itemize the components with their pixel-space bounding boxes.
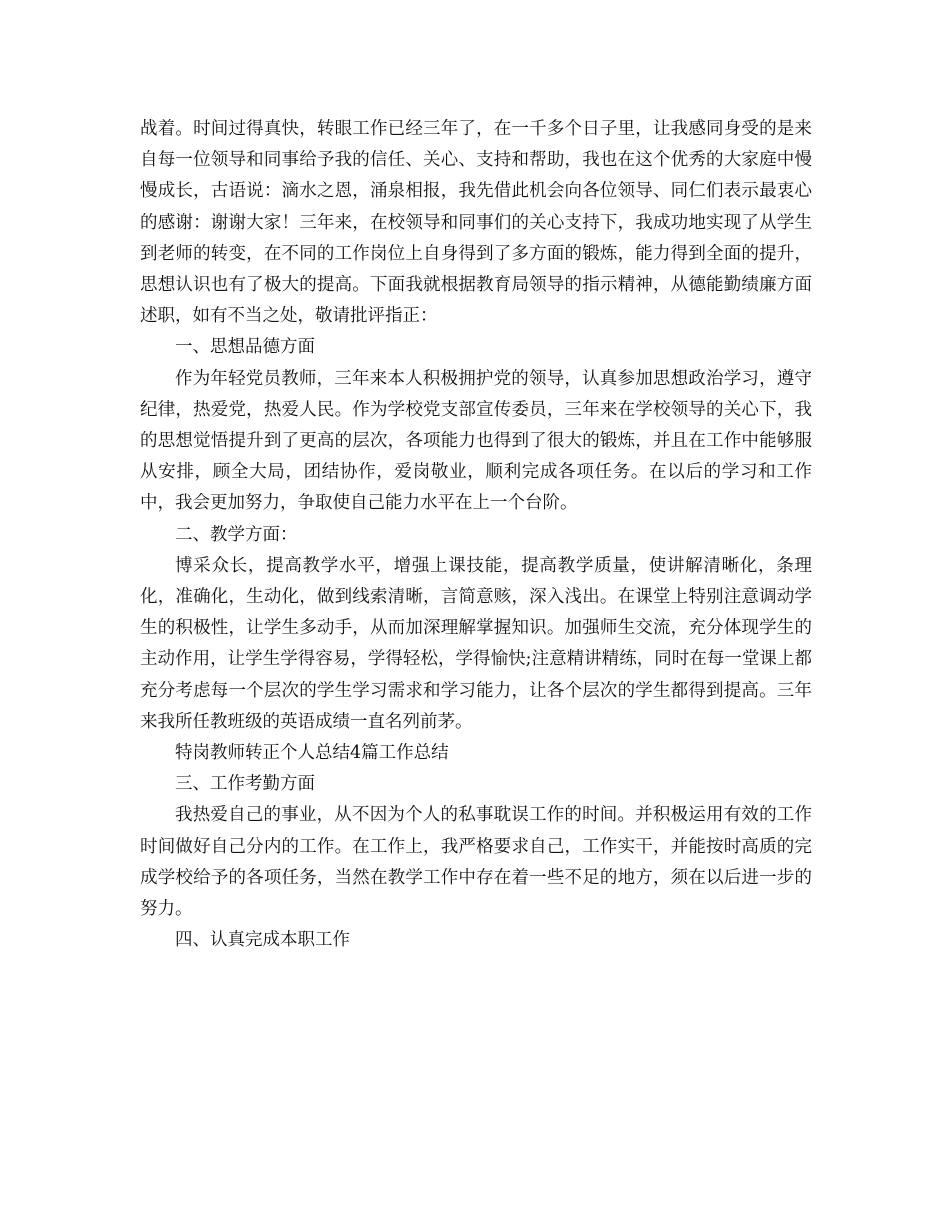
- section-heading-duties: 四、认真完成本职工作: [175, 930, 350, 951]
- body-paragraph-attendance: 我热爱自己的事业，从不因为个人的私事耽误工作的时间。并积极运用有效的工作时间做好自己分内的工作。在工作上，我严格要求自己，工作实干，并能按时高质的完成学校给予的各项任务，当然在教学工作中存在着一些不足的地方，须在以后进一步的努力。: [140, 805, 812, 920]
- section-heading-ideology: 一、思想品德方面: [175, 337, 315, 358]
- body-paragraph-intro: 战着。时间过得真快，转眼工作已经三年了，在一千多个日子里，让我感同身受的是来自每一位领导和同事给予我的信任、关心、支持和帮助，我也在这个优秀的大家庭中慢慢成长，古语说：滴水之恩，涌泉相报，我先借此机会向各位领导、同仁们表示最衷心的感谢：谢谢大家！三年来，在校领导和同事们的关心支持下，我成功地实现了从学生到老师的转变，在不同的工作岗位上自身得到了多方面的锻炼，能力得到全面的提升，思想认识也有了极大的提高。下面我就根据教育局领导的指示精神，从德能勤绩廉方面述职，如有不当之处，敬请批评指正：: [140, 119, 812, 327]
- body-paragraph-ideology: 作为年轻党员教师，三年来本人积极拥护党的领导，认真参加思想政治学习，遵守纪律，热爱党，热爱人民。作为学校党支部宣传委员，三年来在学校领导的关心下，我的思想觉悟提升到了更高的层次，各项能力也得到了很大的锻炼，并且在工作中能够服从安排，顾全大局，团结协作，爱岗敬业，顺利完成各项任务。在以后的学习和工作中，我会更加努力，争取使自己能力水平在上一个台阶。: [140, 368, 812, 514]
- inline-title-line: 特岗教师转正个人总结4篇工作总结: [175, 743, 449, 764]
- section-heading-teaching: 二、教学方面：: [175, 524, 298, 545]
- section-heading-attendance: 三、工作考勤方面: [175, 774, 315, 795]
- document-body: [140, 114, 812, 956]
- body-paragraph-teaching: 博采众长，提高教学水平，增强上课技能，提高教学质量，使讲解清晰化，条理化，准确化，生动化，做到线索清晰，言简意赅，深入浅出。在课堂上特别注意调动学生的积极性，让学生多动手，从而加深理解掌握知识。加强师生交流，充分体现学生的主动作用，让学生学得容易，学得轻松，学得愉快;注意精讲精练，同时在每一堂课上都充分考虑每一个层次的学生学习需求和学习能力，让各个层次的学生都得到提高。三年来我所任教班级的英语成绩一直名列前茅。: [140, 555, 812, 732]
